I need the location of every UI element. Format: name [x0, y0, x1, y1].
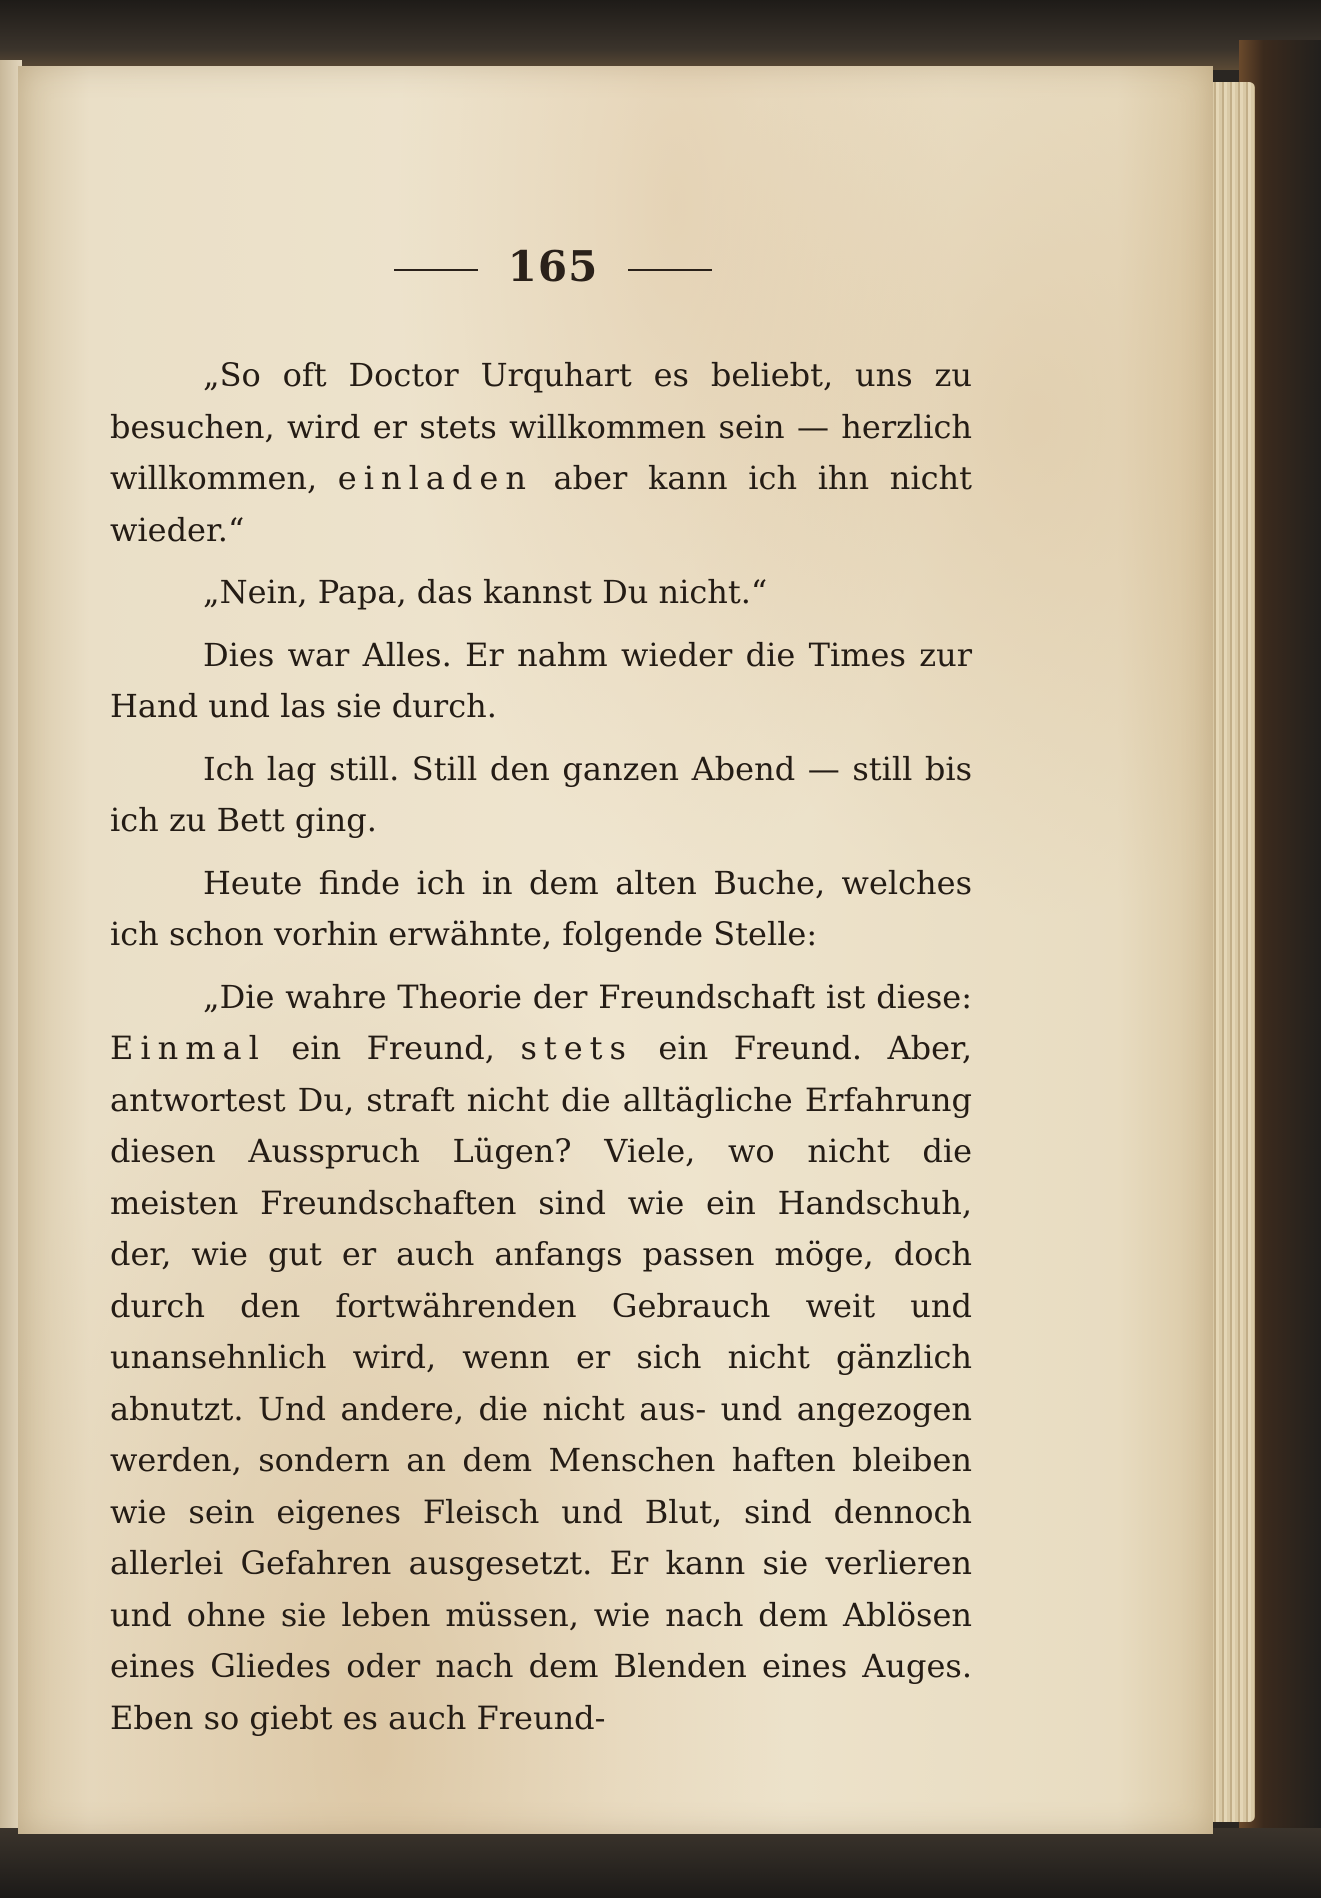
- page-number: [18, 242, 1088, 291]
- paragraph-text: aber kann ich ihn nicht wieder.“: [110, 459, 973, 549]
- paragraph-text: „Die wahre Theorie der Freundschaft ist diese:: [203, 977, 972, 1016]
- emphasized-word: einladen: [337, 459, 533, 497]
- paragraph-text: ein Freund,: [265, 1029, 521, 1067]
- page-number-text: 165: [507, 242, 599, 291]
- paragraph: Heute finde ich in dem alten Buche, welches ich schon vorhin erwähnte, folgende Stelle:: [110, 863, 972, 953]
- paragraph: „Nein, Papa, das kannst Du nicht.“: [203, 573, 768, 611]
- paragraph-text: „So oft Doctor Urquhart es beliebt, uns zu besuchen, wird er stets willkommen sein — herzlich willkommen,: [110, 356, 972, 497]
- book-cover-top-edge: [0, 0, 1321, 70]
- emphasized-word: stets: [520, 1029, 633, 1067]
- paragraph: [110, 350, 972, 556]
- paragraph-text: ein Freund. Aber, antwortest Du, straft nicht die alltägliche Erfahrung diesen Ausspruch Lügen? Viele, wo nicht die meisten Freundschaften sind wie ein Handschuh, der, wie gut er auch anfangs passen möge, doch durch den fortwährenden Gebrauch weit und unansehnlich wird, wenn er sich nicht gänzlich abnutzt. Und andere, die nicht aus- und angezogen werden, sondern an dem Menschen haften bleiben wie sein eigenes Fleisch und Blut, sind dennoch allerlei Gefahren ausgesetzt. Er kann sie verlieren und ohne sie leben müssen, wie nach dem Ablösen eines Gliedes oder nach dem Blenden eines Auges. Eben so giebt es auch Freund-: [110, 1029, 973, 1737]
- paragraph: Dies war Alles. Er nahm wieder die Times zur Hand und las sie durch.: [110, 635, 972, 725]
- body-text: [110, 350, 972, 1755]
- emphasized-word: Einmal: [110, 1029, 266, 1067]
- book-page: [18, 66, 1213, 1834]
- book-cover-bottom-edge: [0, 1828, 1321, 1898]
- paragraph: [110, 972, 972, 1745]
- paragraph: Ich lag still. Still den ganzen Abend — still bis ich zu Bett ging.: [110, 749, 972, 839]
